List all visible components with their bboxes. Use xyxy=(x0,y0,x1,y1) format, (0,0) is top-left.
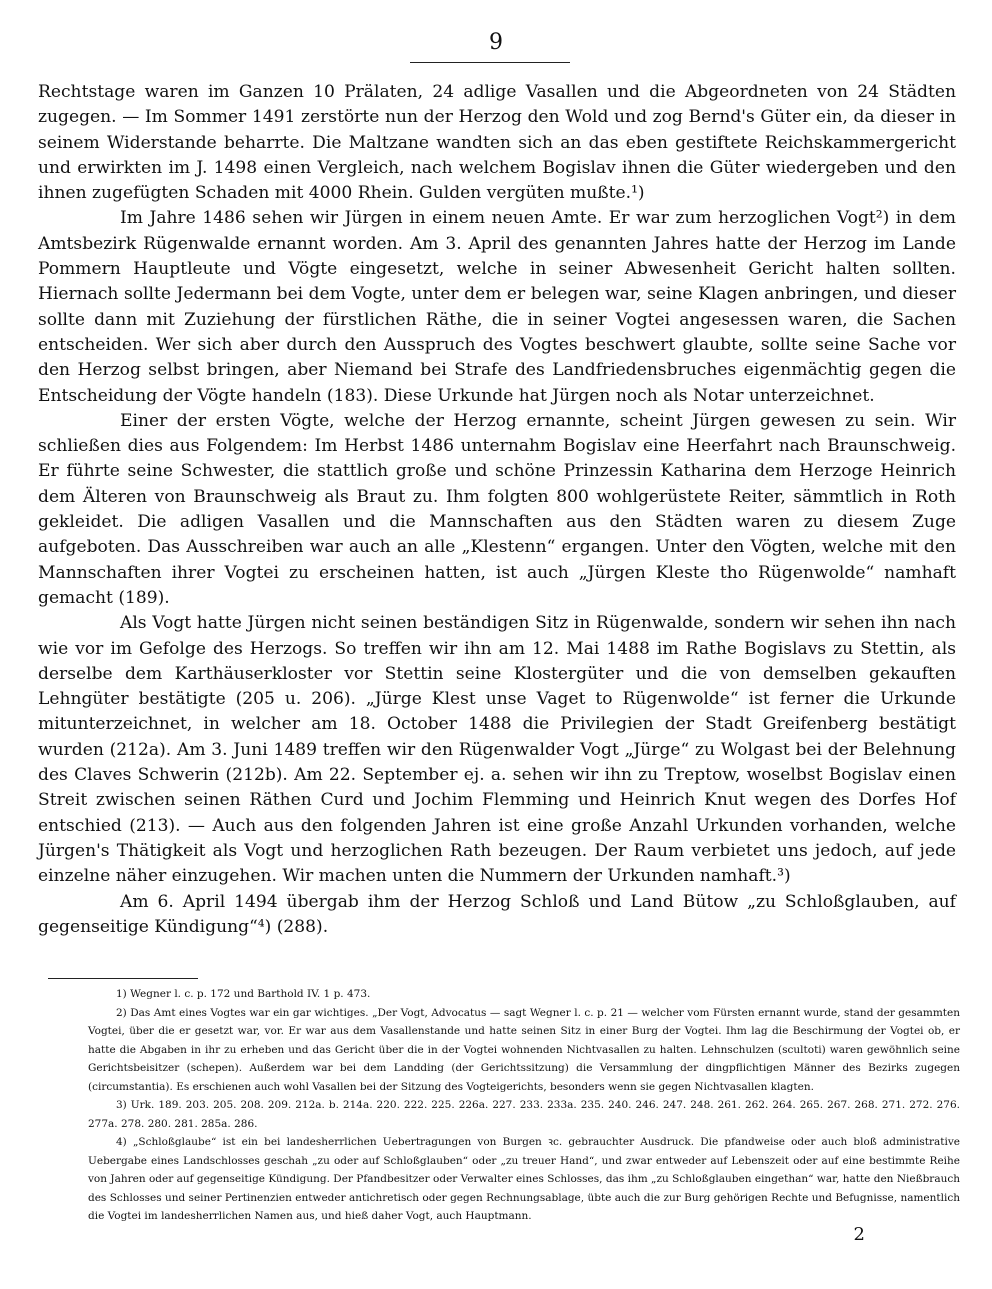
footnote: 4) „Schloßglaube“ ist ein bei landesherrlichen Uebertragungen von Burgen ꝛc. gebrauchter Ausdruck. Die pfandweise oder auch bloß administrative Uebergabe eines Landschlosses geschah „zu oder auf Schloßglauben“ oder „zu treuer Hand“, und zwar entweder auf Lebenszeit oder auf eine bestimmte Reihe von Jahren oder auf gegenseitige Kündigung. Der Pfandbesitzer oder Verwalter eines Schlosses, das ihm „zu Schloßglauben eingethan“ war, hatte den Nießbrauch des Schlosses und seiner Pertinenzien entweder antichretisch oder gegen Rechnungsablage, übte auch die zur Burg gehörigen Rechte und Befugnisse, namentlich die Vogtei im landesherrlichen Namen aus, und hieß daher Vogt, auch Hauptmann. xyxy=(88,1136,960,1222)
signature-mark: 2 xyxy=(853,1224,865,1245)
footnote-rule xyxy=(48,978,198,979)
footnote: 2) Das Amt eines Vogtes war ein gar wichtiges. „Der Vogt, Advocatus — sagt Wegner l. c. p. 21 — welcher vom Fürsten ernannt wurde, stand der gesammten Vogtei, über die er gesetzt war, vor. Er war aus dem Vasallenstande und hatte seinen Sitz in einer Burg der Vogtei. Ihm lag die Beschirmung der Vogtei ob, er hatte die Abgaben in ihr zu erheben und das Gericht über die in der Vogtei wohnenden Nichtvasallen zu halten. Lehnschulzen (scultoti) waren gewöhnlich seine Gerichtsbeisitzer (schepen). Außerdem war bei dem Landding (der Gerichtssitzung) die Versammlung der dingpflichtigen Männer des Bezirks zugegen (circumstantia). Es erschienen auch wohl Vasallen bei der Sitzung des Vogteigerichts, besonders wenn sie gegen Nichtvasallen klagten. xyxy=(88,1006,960,1093)
footnotes xyxy=(88,985,960,1226)
paragraph-continued: Rechtstage waren im Ganzen 10 Prälaten, 24 adlige Vasallen und die Abgeordneten von 24 Städten zugegen. — Im Sommer 1491 zerstörte nun der Herzog den Wold und zog Bernd's Güter ein, da dieser in seinem Widerstande beharrte. Die Maltzane wandten sich an das eben gestiftete Reichskammergericht und erwirkten im J. 1498 einen Vergleich, nach welchem Bogislav ihnen die Güter wiedergeben und den ihnen zugefügten Schaden mit 4000 Rhein. Gulden vergüten mußte.¹) xyxy=(38,82,956,204)
paragraph: Im Jahre 1486 sehen wir Jürgen in einem neuen Amte. Er war zum herzoglichen Vogt²) in dem Amtsbezirk Rügenwalde ernannt worden. Am 3. April des genannten Jahres hatte der Herzog im Lande Pommern Hauptleute und Vögte eingesetzt, welche in seiner Abwesenheit Gericht halten sollten. Hiernach sollte Jedermann bei dem Vogte, unter dem er belegen war, seine Klagen anbringen, und dieser sollte dann mit Zuziehung der fürstlichen Räthe, die in seiner Vogtei angesessen waren, die Sachen entscheiden. Wer sich aber durch den Ausspruch des Vogtes beschwert glaubte, sollte seine Sache vor den Herzog selbst bringen, aber Niemand bei Strafe des Landfriedensbruches eigenmächtig gegen die Entscheidung der Vögte handeln (183). Diese Urkunde hat Jürgen noch als Notar unterzeichnet. xyxy=(38,208,956,406)
footnote: 3) Urk. 189. 203. 205. 208. 209. 212a. b. 214a. 220. 222. 225. 226a. 227. 233. 233a. 235. 240. 246. 247. 248. 261. 262. 264. 265. 267. 268. 271. 272. 276. 277a. 278. 280. 281. 285a. 286. xyxy=(88,1099,960,1130)
paragraph: Am 6. April 1494 übergab ihm der Herzog Schloß und Land Bütow „zu Schloßglauben, auf gegenseitige Kündigung“⁴) (288). xyxy=(38,891,956,937)
paragraph: Einer der ersten Vögte, welche der Herzog ernannte, scheint Jürgen gewesen zu sein. Wir schließen dies aus Folgendem: Im Herbst 1486 unternahm Bogislav eine Heerfahrt nach Braunschweig. Er führte seine Schwester, die stattlich große und schöne Prinzessin Katharina dem Herzoge Heinrich dem Älteren von Braunschweig als Braut zu. Ihm folgten 800 wohlgerüstete Reiter, sämmtlich in Roth gekleidet. Die adligen Vasallen und die Mannschaften aus den Städten waren zu diesem Zuge aufgeboten. Das Ausschreiben war auch an alle „Klestenn“ ergangen. Unter den Vögten, welche mit den Mannschaften ihrer Vogtei zu erscheinen hatten, ist auch „Jürgen Kleste tho Rügenwolde“ namhaft gemacht (189). xyxy=(38,410,956,608)
paragraph: Als Vogt hatte Jürgen nicht seinen beständigen Sitz in Rügenwalde, sondern wir sehen ihn nach wie vor im Gefolge des Herzogs. So treffen wir ihn am 12. Mai 1488 im Rathe Bogislavs zu Stettin, als derselbe dem Karthäuserkloster vor Stettin seine Klostergüter und die von demselben gekauften Lehngüter bestätigte (205 u. 206). „Jürge Klest unse Vaget to Rügenwolde“ ist ferner die Urkunde mitunterzeichnet, in welcher am 18. October 1488 die Privilegien der Stadt Greifenberg bestätigt wurden (212a). Am 3. Juni 1489 treffen wir den Rügenwalder Vogt „Jürge“ zu Wolgast bei der Belehnung des Claves Schwerin (212b). Am 22. September ej. a. sehen wir ihn zu Treptow, woselbst Bogislav einen Streit zwischen seinen Räthen Curd und Jochim Flemming und Heinrich Knut wegen des Dorfes Hof entschied (213). — Auch aus den folgenden Jahren ist eine große Anzahl Urkunden vorhanden, welche Jürgen's Thätigkeit als Vogt und herzoglichen Rath bezeugen. Der Raum verbietet uns jedoch, auf jede einzelne näher einzugehen. Wir machen unten die Nummern der Urkunden namhaft.³) xyxy=(38,613,956,887)
body-text xyxy=(38,80,956,940)
footnote: 1) Wegner l. c. p. 172 und Barthold IV. 1 p. 473. xyxy=(116,988,371,1000)
header-rule xyxy=(410,62,570,63)
page-number: 9 xyxy=(489,30,503,55)
